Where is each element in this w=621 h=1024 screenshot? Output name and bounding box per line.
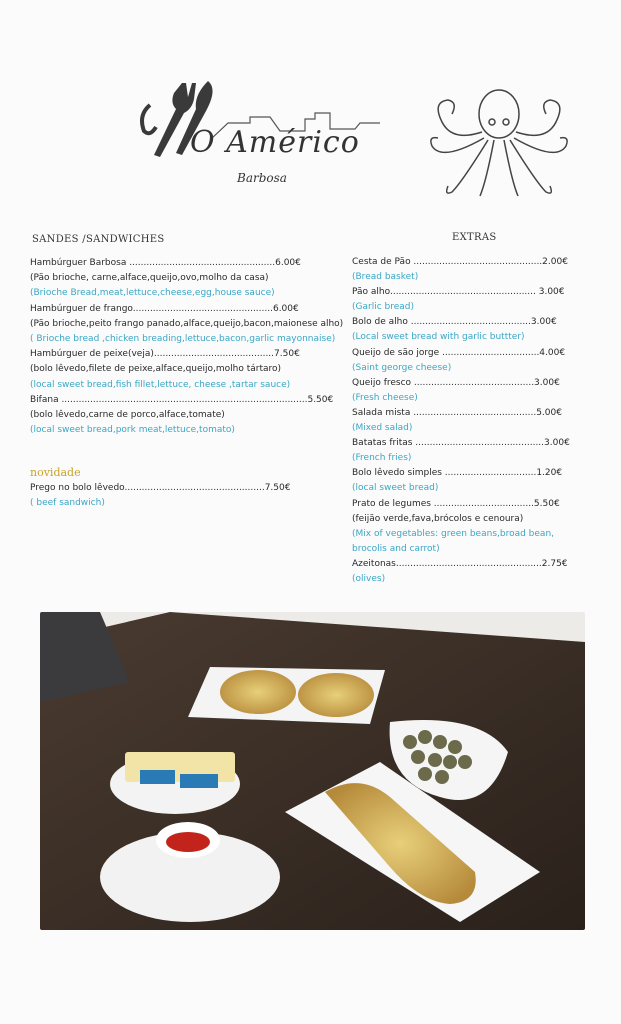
menu-item-translation: (Mix of vegetables: green beans,broad bean,	[352, 528, 555, 539]
menu-item-translation: (Mixed salad)	[352, 423, 413, 434]
menu-item-line: (Pão brioche, carne,alface,queijo,ovo,molho da casa)	[30, 273, 269, 284]
menu-item-translation: (Saint george cheese)	[352, 362, 452, 373]
menu-item-line: Hambúrguer de peixe(veja)..........................................7.50€	[30, 349, 300, 360]
octopus-icon	[422, 82, 577, 202]
menu-item-translation: (Fresh cheese)	[352, 392, 418, 403]
menu-item-line: (bolo lêvedo,filete de peixe,alface,queijo,molho tártaro)	[30, 364, 282, 375]
menu-item-line: Cesta de Pão .............................................2.00€	[352, 257, 568, 267]
sandwiches-title: SANDES /SANDWICHES	[32, 234, 165, 245]
menu-item-line: Bolo de alho ..........................................3.00€	[352, 317, 557, 328]
menu-item-line: (bolo lêvedo,carne de porco,alface,tomate)	[30, 409, 225, 420]
menu-item-line: Bifana ......................................................................................5.50€	[30, 394, 334, 405]
menu-item-translation: (olives)	[352, 573, 386, 584]
menu-item-translation: ( beef sandwich)	[30, 498, 105, 508]
menu-item-line: Pão alho................................................... 3.00€	[352, 287, 565, 298]
menu-item-line: Bolo lêvedo simples ................................1.20€	[352, 468, 563, 479]
menu-item-line: Hambúrguer Barbosa ...................................................6.00€	[30, 258, 301, 268]
menu-item-line: Azeitonas...................................................2.75€	[352, 558, 568, 569]
brand-name: O Américo	[190, 125, 360, 160]
menu-item-translation: ( Brioche bread ,chicken breading,lettuce,bacon,garlic mayonnaise)	[30, 333, 336, 344]
menu-item-line: Queijo de são jorge ..................................4.00€	[352, 347, 566, 358]
menu-item-translation: (Local sweet bread with garlic buttter)	[352, 332, 525, 343]
menu-item-line: Prato de legumes ...................................5.50€	[352, 498, 560, 509]
menu-item-translation: (local sweet bread,pork meat,lettuce,tomato)	[30, 425, 235, 436]
menu-item-line: (Pão brioche,peito frango panado,alface,queijo,bacon,maionese alho)	[30, 318, 344, 329]
novidade-list	[30, 481, 290, 511]
menu-item-line: Hambúrguer de frango.................................................6.00€	[30, 303, 299, 314]
menu-item-line: (feijão verde,fava,brócolos e cenoura)	[352, 513, 524, 524]
menu-item-translation: (Brioche Bread,meat,lettuce,cheese,egg,house sauce)	[30, 288, 275, 299]
menu-item-line: Queijo fresco ..........................................3.00€	[352, 377, 560, 388]
menu-item-line: Batatas fritas .............................................3.00€	[352, 438, 570, 449]
menu-item-line: Salada mista ...........................................5.00€	[352, 407, 562, 418]
menu-item-translation: (French fries)	[352, 453, 412, 464]
menu-item-translation: (local sweet bread)	[352, 483, 439, 494]
menu-item-translation: (Garlic bread)	[352, 302, 415, 313]
logo	[130, 75, 390, 195]
extras-list	[352, 255, 570, 587]
food-photo	[40, 612, 585, 930]
novidade-title: novidade	[30, 466, 81, 479]
menu-item-translation: brocolis and carrot)	[352, 543, 440, 554]
menu-item-line: Prego no bolo lêvedo.................................................7.50€	[30, 483, 291, 493]
brand-location: Barbosa	[237, 171, 287, 185]
sandwiches-list	[30, 256, 343, 438]
menu-item-translation: (local sweet bread,fish fillet,lettuce, cheese ,tartar sauce)	[30, 379, 291, 390]
menu-item-translation: (Bread basket)	[352, 272, 419, 283]
extras-title: EXTRAS	[452, 232, 497, 243]
